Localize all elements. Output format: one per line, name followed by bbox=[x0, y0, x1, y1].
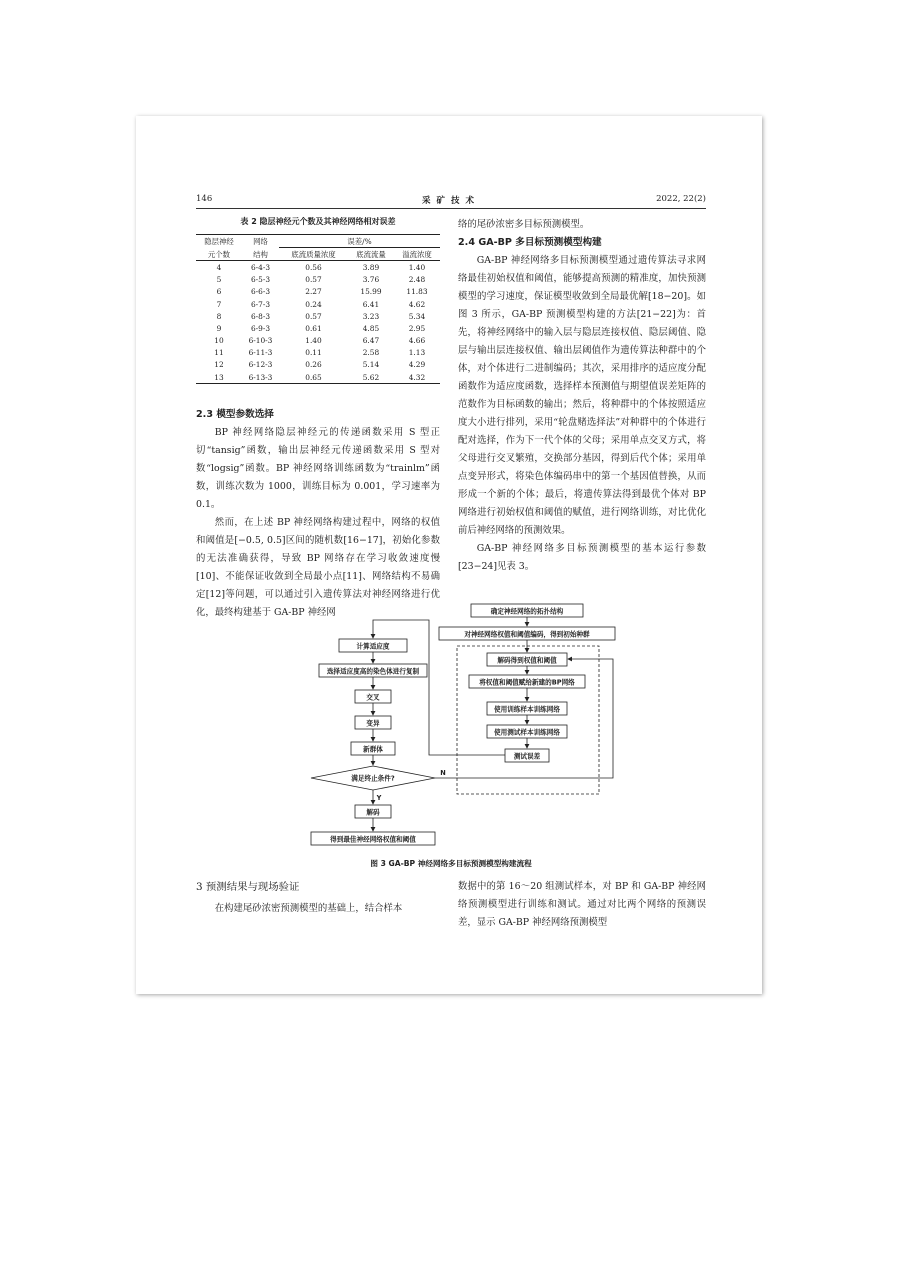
label-yes: Y bbox=[376, 794, 382, 802]
label-test-err: 测试误差 bbox=[513, 752, 541, 761]
left-column bbox=[196, 406, 440, 622]
table-row bbox=[196, 261, 440, 274]
table-cell: 6-13-3 bbox=[242, 371, 279, 384]
table-cell: 3.76 bbox=[362, 275, 380, 285]
table-cell: 3.89 bbox=[362, 262, 380, 272]
label-encode: 对神经网络权值和阈值编码，得到初始种群 bbox=[464, 630, 590, 639]
dashed-frame bbox=[457, 646, 599, 794]
issue-info: 2022, 22(2) bbox=[656, 194, 706, 204]
label-assign: 将权值和阈值赋给新建的BP网络 bbox=[479, 678, 575, 687]
table-cell: 0.61 bbox=[305, 323, 322, 333]
table-cell: 8 bbox=[216, 311, 222, 321]
table-cell: 0.57 bbox=[305, 311, 322, 321]
table-cell: 11.83 bbox=[406, 287, 428, 297]
table-row bbox=[196, 286, 440, 298]
table-cell: 5.62 bbox=[348, 371, 394, 384]
table-cell: 2.48 bbox=[408, 275, 426, 285]
table-row bbox=[196, 335, 440, 347]
table-cell: 10 bbox=[214, 336, 224, 346]
left-para-1: BP 神经网络隐层神经元的传递函数采用 S 型正切“tansig”函数，输出层神经元传递函数采用 S 型对数“logsig”函数。BP 神经网络训练函数为“trainlm”函数，训练次数为 1000，训练目标为 0.001，学习速率为 0.1。 bbox=[196, 427, 440, 510]
label-mutation: 变异 bbox=[366, 719, 380, 728]
label-decode-w: 解码得到权值和阈值 bbox=[497, 656, 557, 665]
table-cell: 4 bbox=[216, 262, 222, 272]
table-cell: 5 bbox=[216, 275, 222, 285]
table-cell: 0.24 bbox=[305, 299, 322, 309]
bottom-right bbox=[458, 878, 706, 932]
table-row bbox=[196, 371, 440, 384]
table-cell: 0.26 bbox=[305, 360, 322, 370]
bottom-left-para: 在构建尾砂浓密预测模型的基础上，结合样本 bbox=[214, 903, 403, 914]
right-column bbox=[458, 216, 706, 576]
th-hidden-1: 隐层神经 bbox=[196, 235, 242, 248]
label-fitness: 计算适应度 bbox=[356, 642, 390, 651]
journal-name: 采矿技术 bbox=[421, 196, 480, 206]
label-train: 使用训练样本训练网络 bbox=[494, 705, 560, 714]
table-cell: 12 bbox=[214, 360, 224, 370]
section-2-3-heading: 2.3 模型参数选择 bbox=[196, 409, 274, 420]
table-cell: 6-7-3 bbox=[250, 299, 271, 309]
table-body bbox=[196, 261, 440, 384]
section-2-4-heading: 2.4 GA-BP 多目标预测模型构建 bbox=[458, 237, 602, 248]
table-cell: 2.58 bbox=[362, 348, 380, 358]
table-cell: 5.14 bbox=[362, 360, 380, 370]
th-sub-2: 底流流量 bbox=[348, 248, 394, 261]
table-cell: 4.32 bbox=[394, 371, 440, 384]
table-row bbox=[196, 298, 440, 310]
table-cell: 9 bbox=[216, 323, 222, 333]
label-no: N bbox=[440, 769, 446, 777]
th-sub-3: 溢流浓度 bbox=[394, 248, 440, 261]
table-caption: 表 2 隐层神经元个数及其神经网络相对误差 bbox=[240, 217, 396, 226]
table-cell: 1.40 bbox=[305, 336, 322, 346]
table-cell: 4.29 bbox=[408, 360, 426, 370]
label-new-pop: 新群体 bbox=[363, 745, 383, 754]
right-continuation: 络的尾砂浓密多目标预测模型。 bbox=[458, 219, 590, 230]
table-cell: 6-5-3 bbox=[250, 275, 271, 285]
table-cell: 5.34 bbox=[408, 311, 426, 321]
table-cell: 6.41 bbox=[362, 299, 380, 309]
table-row bbox=[196, 359, 440, 371]
table-cell: 1.13 bbox=[408, 348, 426, 358]
running-header bbox=[196, 194, 706, 208]
table-cell: 2.95 bbox=[408, 323, 426, 333]
table-row bbox=[196, 322, 440, 334]
th-hidden-2: 元个数 bbox=[196, 248, 242, 261]
table-cell: 6 bbox=[216, 287, 222, 297]
th-struct-1: 网络 bbox=[242, 235, 279, 248]
table-cell: 3.23 bbox=[362, 311, 380, 321]
table-row bbox=[196, 347, 440, 359]
bottom-right-para: 数据中的第 16～20 组测试样本，对 BP 和 GA-BP 神经网络预测模型进行训练和测试。通过对比两个网络的预测误差，显示 GA-BP 神经网络预测模型 bbox=[458, 881, 706, 928]
table-cell: 6-10-3 bbox=[248, 336, 273, 346]
bottom-left bbox=[196, 878, 440, 918]
table-cell: 6-11-3 bbox=[248, 348, 273, 358]
table-cell: 11 bbox=[214, 348, 224, 358]
table-cell: 6-9-3 bbox=[250, 323, 271, 333]
page-number: 146 bbox=[196, 194, 213, 204]
table-cell: 1.40 bbox=[408, 262, 426, 272]
table-cell: 6-6-3 bbox=[250, 287, 271, 297]
label-cond: 满足终止条件? bbox=[351, 774, 395, 783]
table-cell: 15.99 bbox=[360, 287, 382, 297]
label-determine: 确定神经网络的拓扑结构 bbox=[490, 607, 564, 616]
right-para-1: GA-BP 神经网络多目标预测模型通过遗传算法寻求网络最佳初始权值和阈值，能够提高预测的精准度，加快预测模型的学习速度，保证模型收敛到全局最优解[18−20]。如图 3 所示，GA-BP 预测模型构建的方法[21−22]为：首先，将神经网络中的输入层与隐层连接权值、隐层阈值、隐层与输出层连接权值、输出层阈值作为遗传算法种群中的个体，对个体进行二进制编码；其次，采用排序的适应度分配函数作为适应度函数，选择样本预测值与期望值误差矩阵的范数作为目标函数的输出；然后，将种群中的个体按照适应度大小进行排列，采用“轮盘赌选择法”对种群中的个体进行配对选择，作为下一代个体的父母；采用单点交叉方式，将父母进行交叉繁殖，交换部分基因，得到后代个体；采用单点变异形式，将染色体编码串中的第一个基因值替换，从而形成一个新的个体；最后，将遗传算法得到最优个体对 BP 网络进行初始权值和阈值的赋值，进行网络训练，对比优化前后神经网络的预测效果。 bbox=[458, 255, 706, 536]
label-select: 选择适应度高的染色体进行复制 bbox=[326, 667, 420, 676]
table-cell: 4.62 bbox=[408, 299, 426, 309]
table-cell: 6-4-3 bbox=[250, 262, 271, 272]
table-cell: 0.65 bbox=[279, 371, 348, 384]
left-para-2: 然而，在上述 BP 神经网络构建过程中，网络的权值和阈值是[−0.5, 0.5]区间的随机数[16−17]，初始化参数的无法准确获得，导致 BP 网络存在学习收敛速度慢[10]、不能保证收敛到全局最小点[11]、网络结构不易确定[12]等问题，可以通过引入遗传算法对神经网络进行优化，最终构建基于 GA-BP 神经网 bbox=[196, 517, 440, 618]
table-cell: 2.27 bbox=[305, 287, 322, 297]
table-cell: 6-8-3 bbox=[250, 311, 271, 321]
right-para-2: GA-BP 神经网络多目标预测模型的基本运行参数[23−24]见表 3。 bbox=[458, 543, 706, 572]
section-3-heading: 3 预测结果与现场验证 bbox=[196, 881, 300, 893]
table-cell: 13 bbox=[196, 371, 242, 384]
label-result: 得到最佳神经网络权值和阈值 bbox=[330, 835, 416, 844]
header-rule bbox=[196, 208, 706, 209]
table-cell: 6-12-3 bbox=[248, 360, 273, 370]
label-crossover: 交叉 bbox=[366, 693, 380, 702]
flowchart-figure-3 bbox=[291, 602, 761, 864]
table-cell: 0.11 bbox=[305, 348, 322, 358]
th-struct-2: 结构 bbox=[242, 248, 279, 261]
th-error-group: 误差/% bbox=[279, 235, 440, 248]
paper-page bbox=[136, 116, 762, 994]
table-row bbox=[196, 274, 440, 286]
label-test-net: 使用测试样本训练网络 bbox=[494, 728, 560, 737]
table-row bbox=[196, 310, 440, 322]
figure-caption: 图 3 GA-BP 神经网络多目标预测模型构建流程 bbox=[370, 859, 532, 868]
table-cell: 4.66 bbox=[408, 336, 426, 346]
table-cell: 0.56 bbox=[305, 262, 322, 272]
th-sub-1: 底流质量浓度 bbox=[279, 248, 348, 261]
table-cell: 6.47 bbox=[362, 336, 380, 346]
table-cell: 7 bbox=[216, 299, 222, 309]
table-cell: 0.57 bbox=[305, 275, 322, 285]
table-cell: 4.85 bbox=[362, 323, 380, 333]
label-decode: 解码 bbox=[366, 808, 380, 817]
table-2 bbox=[196, 234, 440, 384]
